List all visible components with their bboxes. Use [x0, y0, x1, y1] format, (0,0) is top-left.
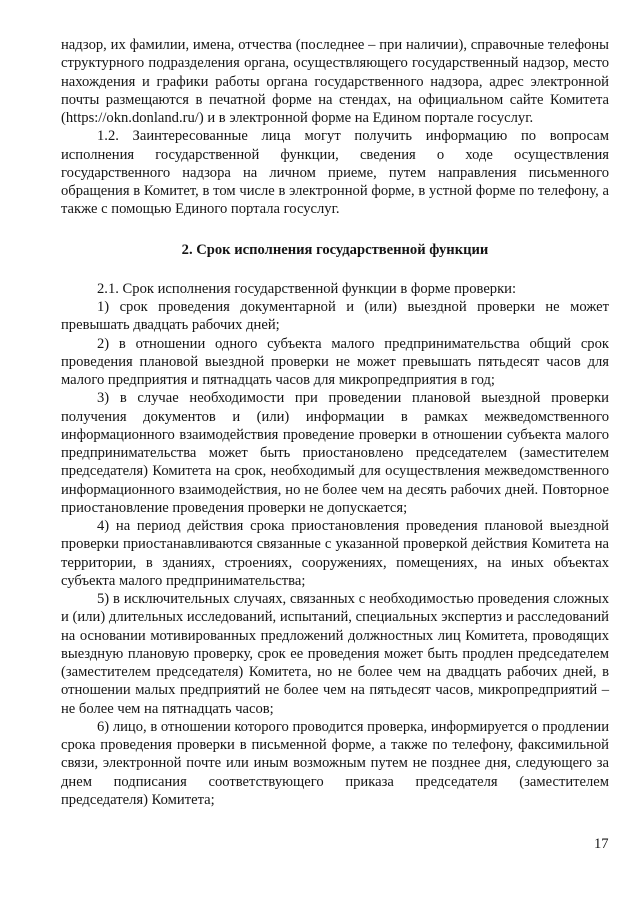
- section-heading: 2. Срок исполнения государственной функции: [181, 241, 489, 258]
- list-item: 5) в исключительных случаях, связанных с необходимостью проведения сложных и (или) длительных исследований, испытаний, специальных экспертиз и расследований на основании мотивированных предложений должностных лиц Комитета, проводящих выездную плановую проверку, срок ее проведения может быть продлен председателем (заместителем председателя) Комитета, но не более чем на двадцать рабочих дней, в отношении малых предприятий не более чем на пятьдесят часов, микропредприятий – не более чем на пятнадцать часов;: [61, 591, 609, 717]
- page-number: 17: [594, 836, 609, 852]
- paragraph: 2.1. Срок исполнения государственной функции в форме проверки:: [97, 280, 517, 297]
- list-item: 2) в отношении одного субъекта малого предпринимательства общий срок проведения плановой выездной проверки не может превышать пятьдесят часов для малого предприятия и пятнадцать часов для микропредприятия в год;: [61, 335, 609, 388]
- paragraph: 1.2. Заинтересованные лица могут получить информацию по вопросам исполнения государственной функции, сведения о ходе осуществления государственного надзора на личном приеме, путем направления письменного обращения в Комитет, в том числе в электронной форме, в устной форме по телефону, а также с помощью Единого портала госуслуг.: [61, 128, 609, 218]
- document-body: [61, 36, 609, 809]
- list-item: 1) срок проведения документарной и (или) выездной проверки не может превышать двадцать рабочих дней;: [61, 299, 609, 334]
- paragraph: надзор, их фамилии, имена, отчества (последнее – при наличии), справочные телефоны структурного подразделения органа, осуществляющего государственный надзор, место нахождения и графики работы органа государственного надзора, адрес электронной почты размещаются в печатной форме на стендах, на официальном сайте Комитета (https://okn.donland.ru/) и в электронной форме на Едином портале госуслуг.: [61, 37, 609, 126]
- list-item: 3) в случае необходимости при проведении плановой выездной проверки получения документов и (или) информации в рамках межведомственного информационного взаимодействия проведение проверки в отношении субъекта малого предпринимательства может быть приостановлено председателем (заместителем председателя) Комитета на срок, необходимый для осуществления межведомственного информационного взаимодействия, но не более чем на десять рабочих дней. Повторное приостановление проведения проверки не допускается;: [61, 390, 609, 516]
- list-item: 4) на период действия срока приостановления проведения плановой выездной проверки приостанавливаются связанные с указанной проверкой действия Комитета на территории, в зданиях, строениях, сооружениях, помещениях, на иных объектах субъекта малого предпринимательства;: [61, 518, 609, 589]
- list-item: 6) лицо, в отношении которого проводится проверка, информируется о продлении срока проведения проверки в письменной форме, а также по телефону, факсимильной связи, электронной почте или иным возможным путем не позднее дня, следующего за днем подписания соответствующего приказа председателя (заместителем председателя) Комитета;: [61, 718, 609, 808]
